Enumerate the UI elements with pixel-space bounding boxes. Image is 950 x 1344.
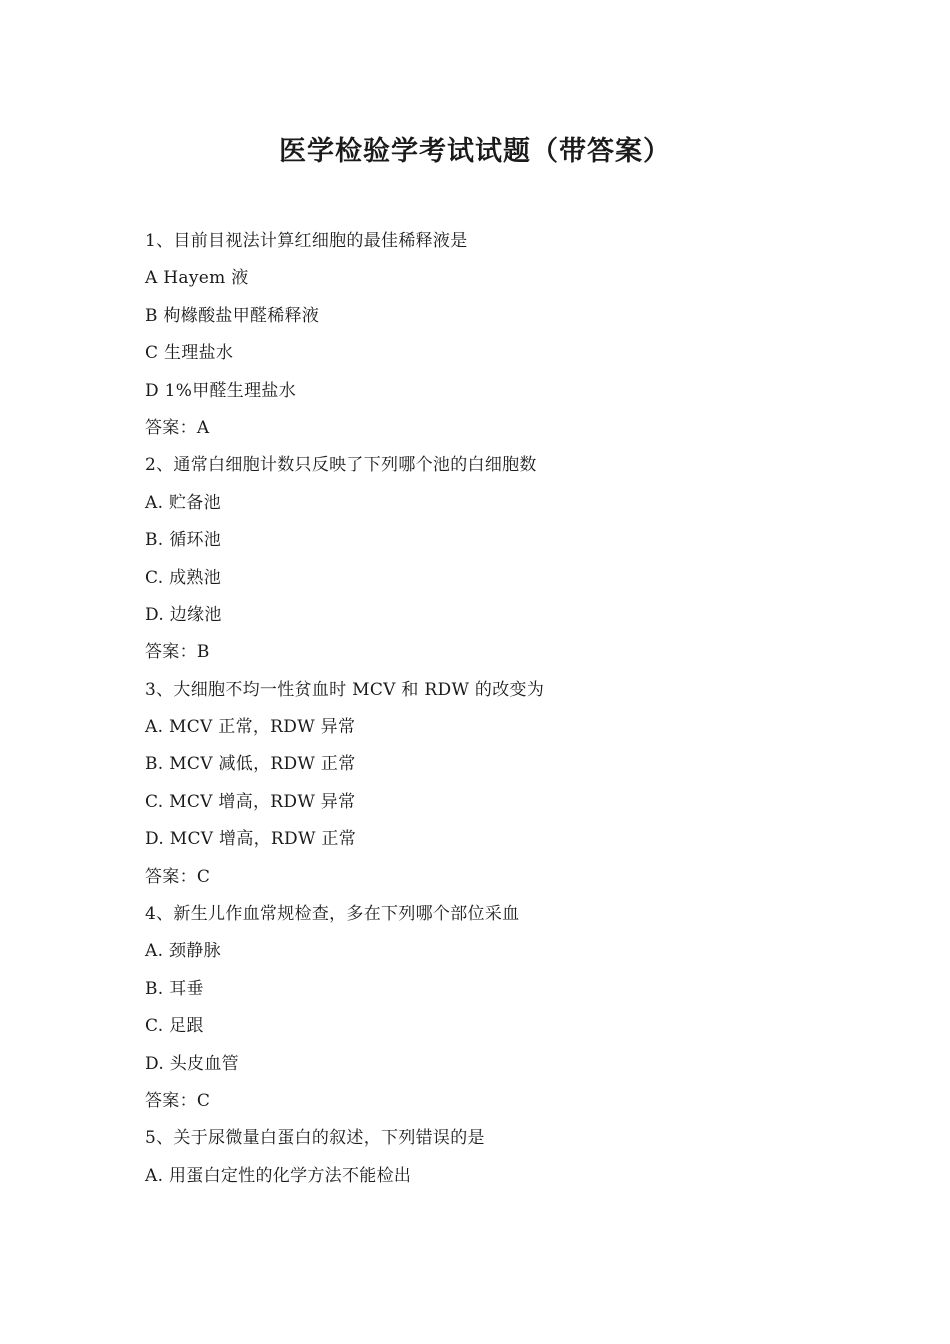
- question-4-answer: 答案：C: [145, 1090, 211, 1111]
- question-2-answer: 答案：B: [145, 642, 210, 663]
- question-3-option-c: C. MCV 增高，RDW 异常: [145, 791, 356, 812]
- question-2-option-d: D. 边缘池: [145, 604, 222, 625]
- question-4-option-a: A. 颈静脉: [145, 941, 221, 962]
- question-3-stem: 3、大细胞不均一性贫血时 MCV 和 RDW 的改变为: [145, 679, 545, 700]
- question-4-option-c: C. 足跟: [145, 1016, 204, 1037]
- question-2-option-a: A. 贮备池: [145, 492, 221, 513]
- question-list: [145, 223, 845, 1195]
- question-1-answer: 答案：A: [145, 417, 210, 438]
- question-1-option-a: A Hayem 液: [145, 268, 249, 289]
- question-1-option-c: C 生理盐水: [145, 343, 234, 364]
- question-2-option-c: C. 成熟池: [145, 567, 222, 588]
- question-3-answer: 答案：C: [145, 866, 211, 887]
- page-title: 医学检验学考试试题（带答案）: [279, 136, 671, 167]
- question-3-option-a: A. MCV 正常，RDW 异常: [145, 717, 356, 738]
- question-2-stem: 2、通常白细胞计数只反映了下列哪个池的白细胞数: [145, 455, 537, 476]
- question-3-option-d: D. MCV 增高，RDW 正常: [145, 829, 357, 850]
- question-1-stem: 1、目前目视法计算红细胞的最佳稀释液是: [145, 231, 468, 251]
- question-4-stem: 4、新生儿作血常规检查，多在下列哪个部位采血: [145, 904, 520, 925]
- question-5-option-a: A. 用蛋白定性的化学方法不能检出: [145, 1165, 412, 1186]
- question-3-option-b: B. MCV 减低，RDW 正常: [145, 754, 356, 775]
- question-4-option-d: D. 头皮血管: [145, 1053, 239, 1074]
- question-1-option-d: D 1%甲醛生理盐水: [145, 380, 297, 401]
- question-5-stem: 5、关于尿微量白蛋白的叙述，下列错误的是: [145, 1128, 485, 1149]
- question-4-option-b: B. 耳垂: [145, 978, 204, 999]
- question-2-option-b: B. 循环池: [145, 530, 222, 551]
- question-1-option-b: B 枸橼酸盐甲醛稀释液: [145, 305, 320, 326]
